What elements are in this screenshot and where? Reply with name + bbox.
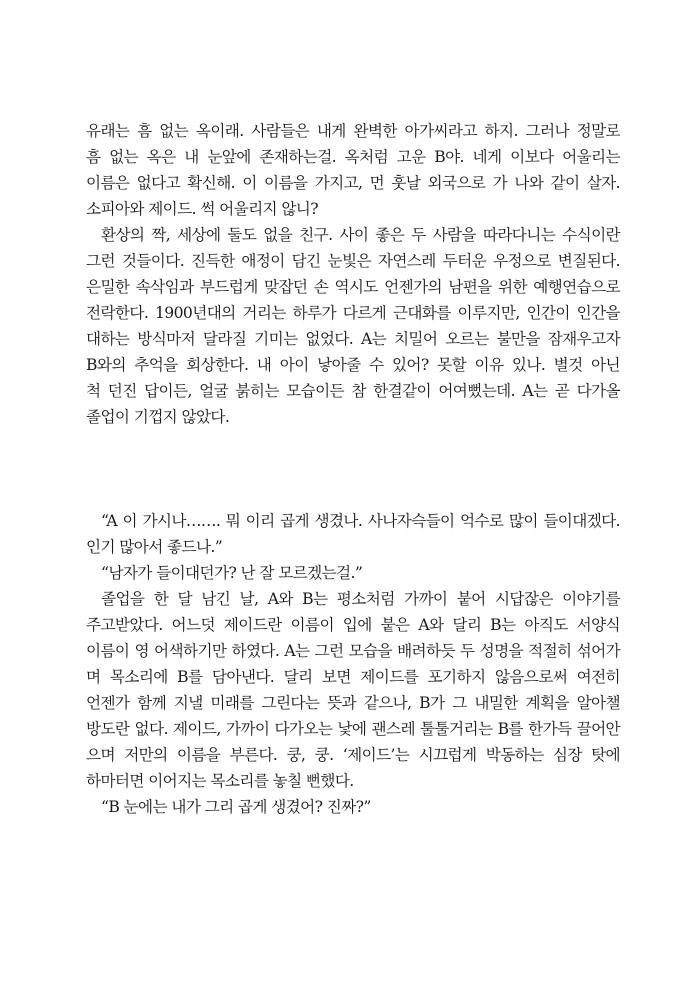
paragraph-line: 졸업을 한 달 남긴 날, A와 B는 평소처럼 가까이 붙어 시답잖은 이야기를 [101,590,620,608]
dialogue-line: “남자가 들이대던가? 난 잘 모르겠는걸.” [101,564,363,582]
paragraph-line: 며 목소리에 B를 담아낸다. 달리 보면 제이드를 포기하지 않음으로써 여전히 [86,668,620,686]
paragraph-line: 이름이 영 어색하기만 하였다. A는 그런 모습을 배려하듯 두 성명을 적절히 섞어가 [86,642,620,660]
paragraph-line: 언젠가 함께 지낼 미래를 그린다는 뜻과 같으나, B가 그 내밀한 계획을 알아챌 [86,694,620,712]
paragraph-line: 흠 없는 옥은 내 눈앞에 존재하는걸. 옥처럼 고운 B야. 네게 이보다 어울리는 [86,148,620,166]
paragraph-line: 유래는 흠 없는 옥이래. 사람들은 내게 완벽한 아가씨라고 하지. 그러나 정말로 [86,122,620,140]
dialogue-line: 인기 많아서 좋드나.” [86,538,223,556]
paragraph-line: 척 던진 답이든, 얼굴 붉히는 모습이든 참 한결같이 어여뻤는데. A는 곧 다가올 [86,382,620,400]
paragraph-line: B와의 추억을 회상한다. 내 아이 낳아줄 수 있어? 못할 이유 있나. 별것 아닌 [86,356,620,374]
paragraph-line: 졸업이 기껍지 않았다. [86,408,230,426]
paragraph-line: 방도란 없다. 제이드, 가까이 다가오는 낯에 괜스레 툴툴거리는 B를 한가득 끌어안 [86,720,620,738]
paragraph-line: 이름은 없다고 확신해. 이 이름을 가지고, 먼 훗날 외국으로 가 나와 같이 살자. [86,174,620,192]
dialogue-line: “B 눈에는 내가 그리 곱게 생겼어? 진짜?” [101,798,371,816]
paragraph-line: 으며 저만의 이름을 부른다. 쿵, 쿵. ‘제이드’는 시끄럽게 박동하는 심장 탓에 [86,746,620,764]
paragraph-line: 주고받았다. 어느덧 제이드란 이름이 입에 붙은 A와 달리 B는 아직도 서양식 [86,616,620,634]
paragraph-line: 환상의 짝, 세상에 둘도 없을 친구. 사이 좋은 두 사람을 따라다니는 수식이란 [101,226,620,244]
paragraph-line: 그런 것들이다. 진득한 애정이 담긴 눈빛은 자연스레 두터운 우정으로 변질된다. [86,252,620,270]
paragraph-line: 은밀한 속삭임과 부드럽게 맞잡던 손 역시도 언젠가의 남편을 위한 예행연습으로 [86,278,620,296]
paragraph-line: 소피아와 제이드. 썩 어울리지 않니? [86,200,319,218]
paragraph-line: 전락한다. 1900년대의 거리는 하루가 다르게 근대화를 이루지만, 인간이 인간을 [86,304,620,322]
dialogue-line: “A 이 가시나……. 뭐 이리 곱게 생겼나. 사나자슥들이 억수로 많이 들이대겠다. [101,512,620,530]
paragraph-line: 하마터면 이어지는 목소리를 놓칠 뻔했다. [86,772,354,790]
paragraph-line: 대하는 방식마저 달라질 기미는 없었다. A는 치밀어 오르는 불만을 잠재우고자 [86,330,620,348]
